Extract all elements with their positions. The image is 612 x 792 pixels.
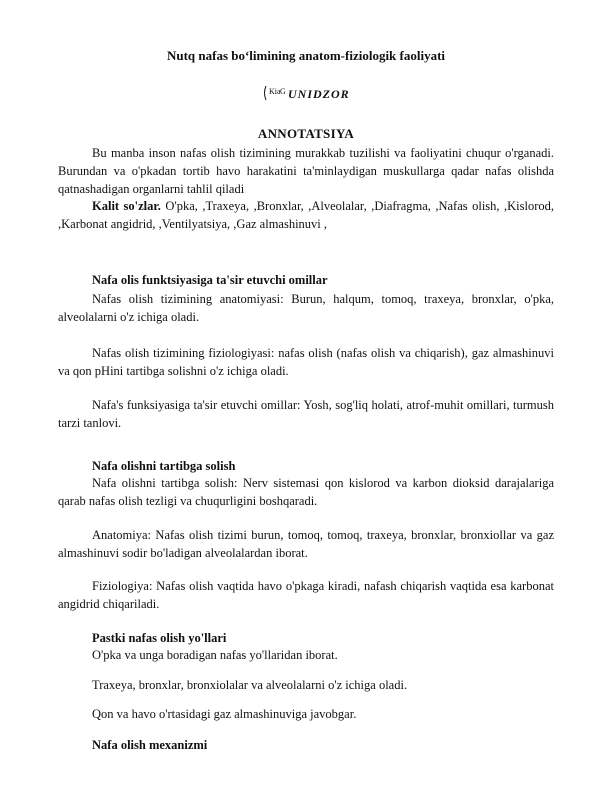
section-paragraph (58, 475, 554, 511)
keywords-label: Kalit so'zlar. (92, 199, 161, 214)
section-paragraph (58, 706, 554, 724)
paragraph-text: Nafas olish tizimining fiziologiyasi: nafas olish (nafas olish va chiqarish), gaz almashinuvi va qon pHini tartibga solishni o'z ichiga oladi. (58, 346, 554, 378)
paragraph-text: Nafas olish tizimining anatomiyasi: Burun, halqum, tomoq, traxeya, bronxlar, o'pka, alveolalarni o'z ichiga oladi. (58, 292, 554, 324)
document-title: Nutq nafas bo‘limining anatom-fiziologik faoliyati (166, 48, 446, 63)
svg-text:UNIDZOR: UNIDZOR (288, 87, 350, 101)
section-heading: Nafa olish mexanizmi (92, 738, 208, 752)
paragraph-text: Nafa olishni tartibga solish: Nerv sistemasi qon kislorod va karbon dioksid darajalariga qarab nafas olish tezligi va chuqurligini boshqaradi. (58, 476, 554, 508)
annotation-body: Bu manba inson nafas olish tizimining murakkab tuzilishi va faoliyatini chuqur o'rganadi. Burundan va o'pkadan tortib havo harakatini ta'minlaydigan muskullarga qadar nafas olishda qatnashadigan organlarni tahlil qiladi (58, 146, 554, 196)
section-paragraph (58, 527, 554, 563)
section-heading: Nafa olishni tartibga solish (92, 459, 236, 473)
paragraph-text: Fiziologiya: Nafas olish vaqtida havo o'pkaga kiradi, nafash chiqarish vaqtida esa karbonat angidrid chiqariladi. (58, 579, 554, 611)
section-paragraph (58, 578, 554, 614)
keywords-list: O'pka, ,Traxeya, ,Bronxlar, ,Alveolalar, ,Diafragma, ,Nafas olish, ,Kislorod, ,Karbonat angidrid, ,Ventilyatsiya, ,Gaz almashinuvi , (58, 199, 555, 231)
section-heading: Nafa olis funktsiyasiga ta'sir etuvchi omillar (92, 273, 328, 287)
keywords-line (58, 198, 554, 234)
section-paragraph (58, 397, 554, 433)
svg-text:Kia: Kia (269, 87, 281, 96)
section-paragraph (58, 647, 554, 665)
paragraph-text: Nafa's funksiyasiga ta'sir etuvchi omillar: Yosh, sog'liq holati, atrof-muhit omillari, turmush tarzi tanlovi. (58, 398, 554, 430)
section-paragraph (58, 345, 554, 381)
paragraph-text: O'pka va unga boradigan nafas yo'llaridan iborat. (92, 648, 338, 662)
journal-logo (262, 84, 362, 102)
section-heading: Pastki nafas olish yo'llari (92, 631, 227, 645)
section-paragraph (58, 291, 554, 327)
svg-text:G: G (280, 87, 286, 96)
section-paragraph (58, 677, 554, 695)
paragraph-text: Traxeya, bronxlar, bronxiolalar va alveolalarni o'z ichiga oladi. (92, 678, 408, 692)
annotation-block (58, 145, 554, 234)
annotation-heading: ANNOTATSIYA (257, 126, 355, 141)
paragraph-text: Qon va havo o'rtasidagi gaz almashinuviga javobgar. (92, 707, 357, 721)
paragraph-text: Anatomiya: Nafas olish tizimi burun, tomoq, tomoq, traxeya, bronxlar, bronxiollar va gaz almashinuvi sodir bo'ladigan alveolalardan iborat. (58, 528, 554, 560)
